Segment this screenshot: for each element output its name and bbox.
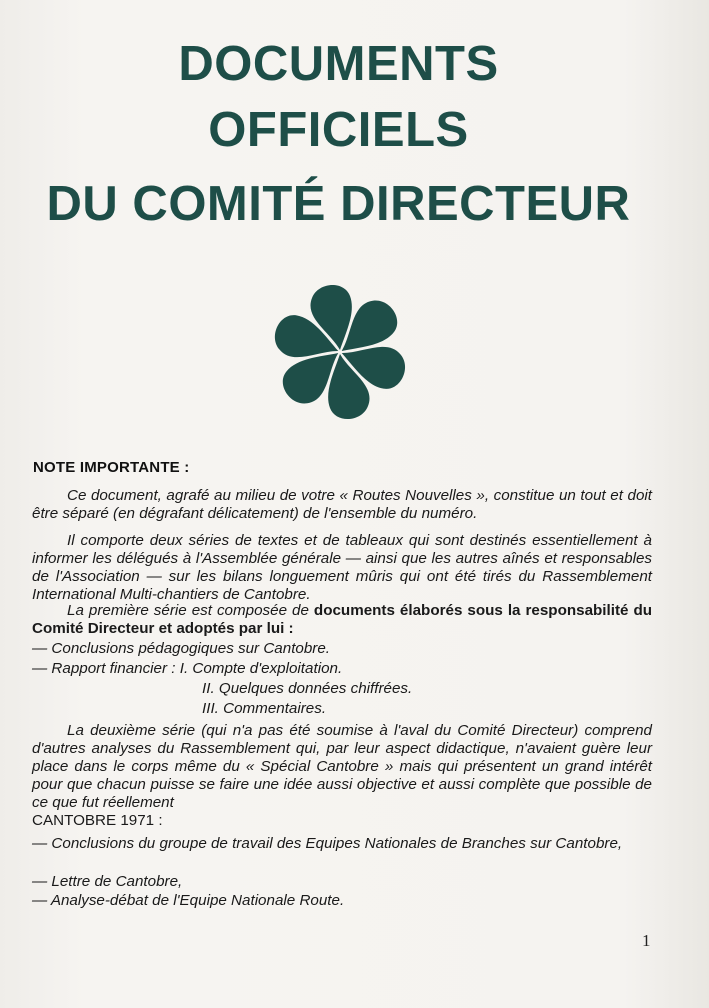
note-paragraph-1: Ce document, agrafé au milieu de votre « Routes Nouvelles », constitue un tout et doit être séparé (en dégrafant délicatement) de l'ensemble du numéro. (32, 487, 652, 522)
paragraph-3-bold: documents élaborés sous la responsabilité du Comité Directeur et adoptés par lui : (32, 602, 652, 637)
note-paragraph-2: Il comporte deux séries de textes et de tableaux qui sont destinés essentiellement à informer les délégués à l'Assemblée générale — ainsi que les autres aînés et responsables de l'Association — sur les bilans longuement mûris qui ont été tirés du Rassemblement International Multi-chantiers de Cantobre. (32, 532, 652, 603)
title-line-2: OFFICIELS (208, 103, 469, 157)
list-item: — Rapport financier : I. Compte d'exploitation. (32, 660, 343, 677)
list-item: — Analyse-débat de l'Equipe Nationale Route. (32, 892, 345, 909)
title-line-3: DU COMITÉ DIRECTEUR (46, 177, 631, 231)
note-paragraph-4-end: CANTOBRE 1971 : (32, 812, 163, 829)
list-item: — Conclusions du groupe de travail des Equipes Nationales de Branches sur Cantobre, (32, 835, 623, 852)
note-paragraph-4: La deuxième série (qui n'a pas été soumise à l'aval du Comité Directeur) comprend d'autres analyses du Rassemblement qui, par leur aspect didactique, n'avaient guère leur place dans le corps même du « Spécial Cantobre » mais qui présentent un grand intérêt pour que chacun puisse se faire une idée aussi objective et aussi complète que possible de ce que fut réellement (32, 722, 652, 811)
list-item: — Lettre de Cantobre, (32, 873, 183, 890)
page-number: 1 (642, 931, 651, 950)
paragraph-3-intro: La première série est composée de (67, 602, 314, 619)
note-heading: NOTE IMPORTANTE : (33, 459, 190, 476)
list-subitem: II. Quelques données chiffrées. (202, 680, 413, 697)
list-subitem: III. Commentaires. (202, 700, 327, 717)
title-line-1: DOCUMENTS (178, 37, 499, 91)
list-item: — Conclusions pédagogiques sur Cantobre. (32, 640, 331, 657)
six-petal-flower-icon (262, 282, 418, 422)
note-paragraph-3 (32, 602, 652, 638)
